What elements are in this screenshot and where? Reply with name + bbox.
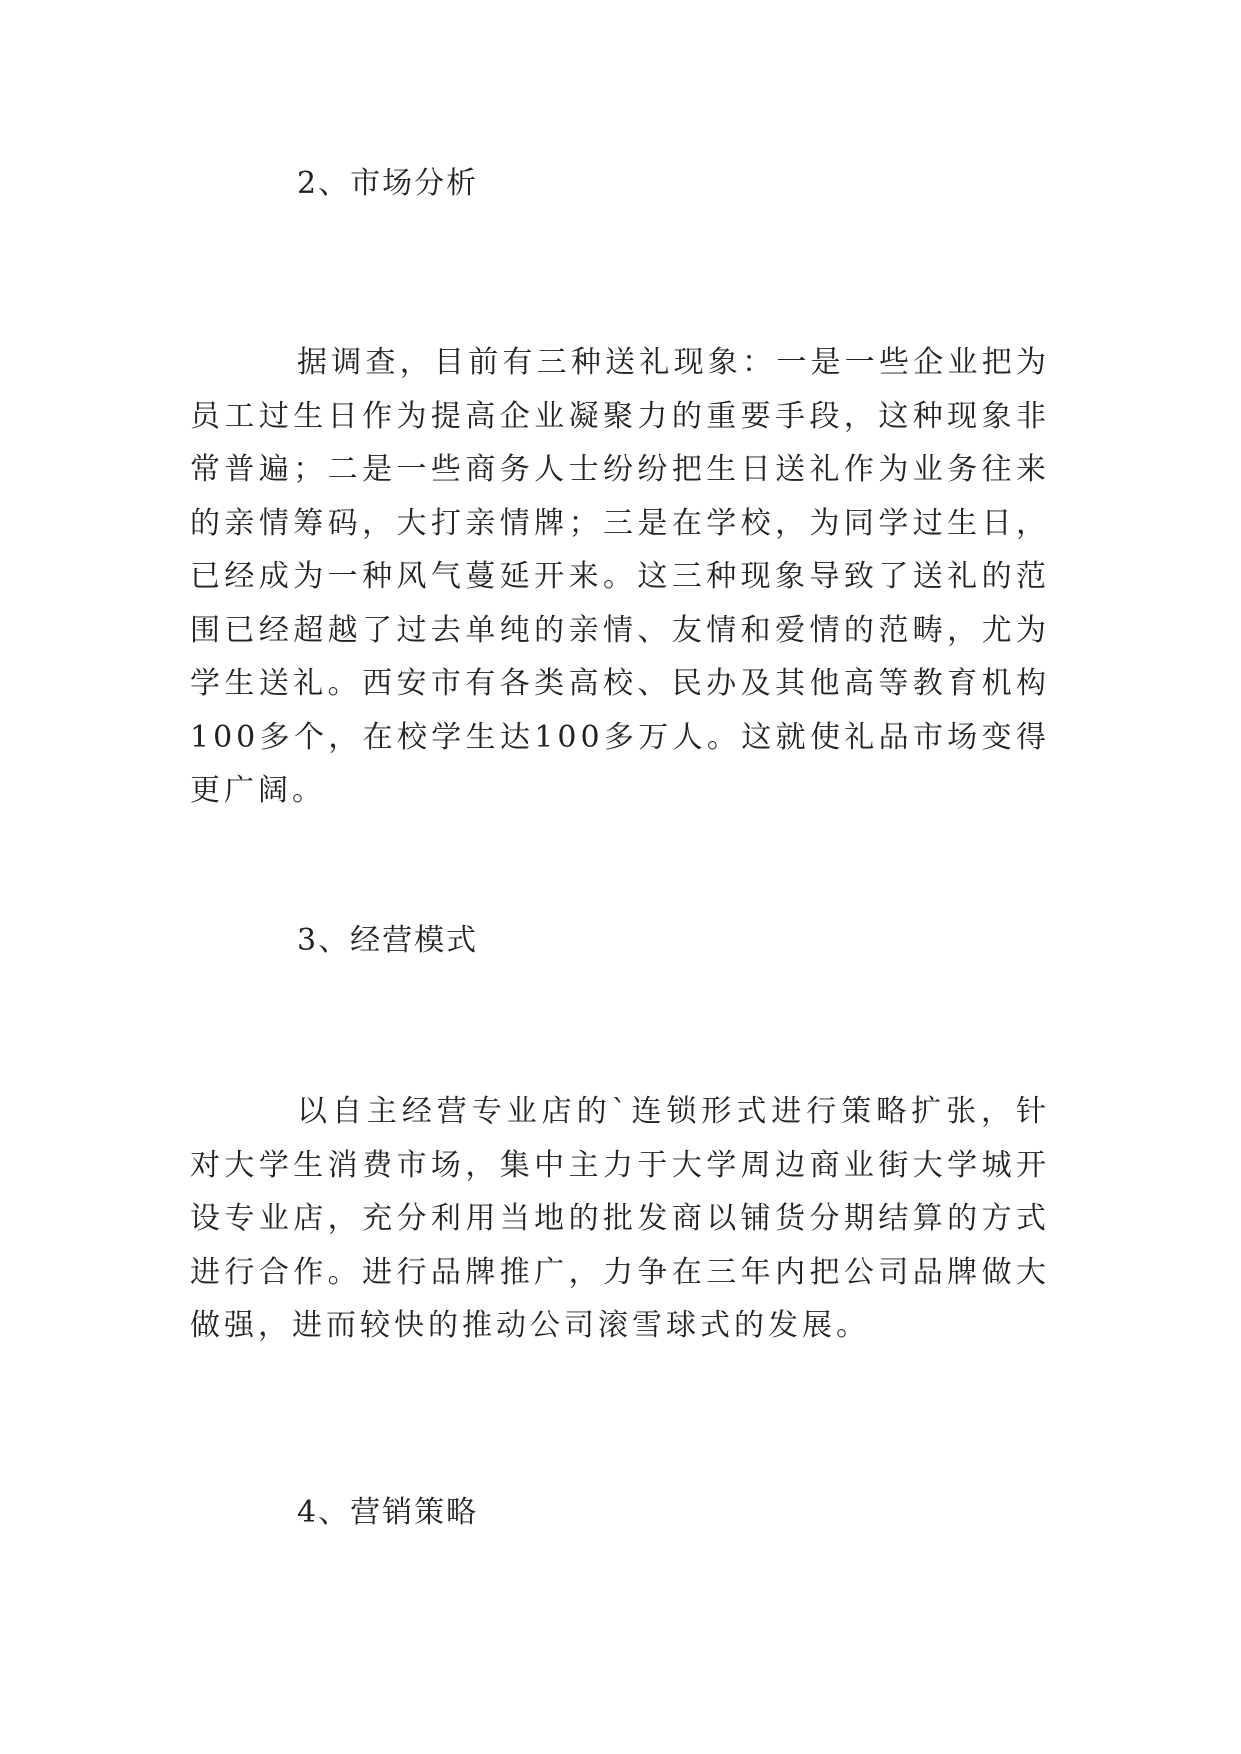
section-heading-marketing-strategy: 4、营销策略 [297, 1495, 479, 1530]
section-heading-market-analysis: 2、市场分析 [297, 166, 479, 201]
paragraph-market-analysis: 据调查，目前有三种送礼现象：一是一些企业把为员工过生日作为提高企业凝聚力的重要手段，这种现象非常普遍；二是一些商务人士纷纷把生日送礼作为业务往来的亲情筹码，大打亲情牌；三是在学校，为同学过生日，已经成为一种风气蔓延开来。这三种现象导致了送礼的范围已经超越了过去单纯的亲情、友情和爱情的范畴，尤为学生送礼。西安市有各类高校、民办及其他高等教育机构100多个，在校学生达100多万人。这就使礼品市场变得更广阔。 [190, 345, 1050, 808]
paragraph-business-model: 以自主经营专业店的`连锁形式进行策略扩张，针对大学生消费市场，集中主力于大学周边商业街大学城开设专业店，充分利用当地的批发商以铺货分期结算的方式进行合作。进行品牌推广，力争在三年内把公司品牌做大做强，进而较快的推动公司滚雪球式的发展。 [190, 1094, 1050, 1343]
section-heading-business-model: 3、经营模式 [297, 923, 479, 958]
